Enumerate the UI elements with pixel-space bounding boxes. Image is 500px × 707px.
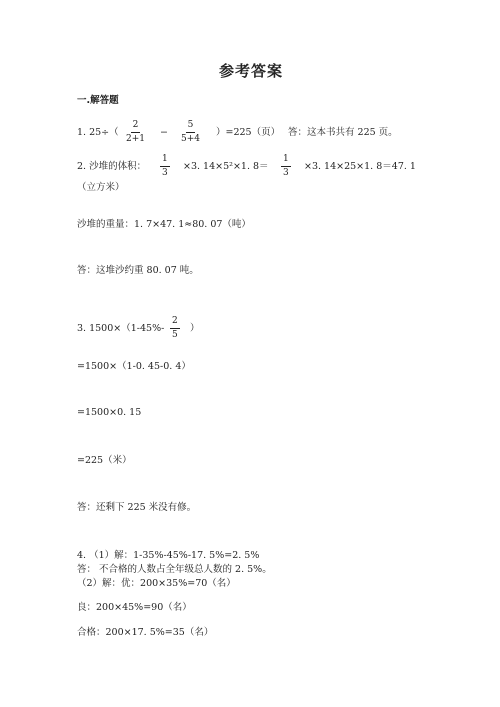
q2-mid: ×3. 14×5²×1. 8＝ (183, 161, 269, 172)
q2-frac2-numerator: 1 (281, 155, 291, 167)
q1-prefix: 1. 25÷（ (77, 127, 119, 138)
q1-fraction-2 (181, 121, 200, 144)
q4-line-2: 答： 不合格的人数占全年级总人数的 2. 5%。 (77, 564, 272, 575)
q2-prefix: 2. 沙堆的体积： (77, 161, 147, 172)
q2-end: ×3. 14×25×1. 8＝47. 1 (304, 161, 416, 172)
q3-step-1: =1500×（1-0. 45-0. 4） (77, 361, 191, 372)
q3-suffix: ） (190, 323, 200, 334)
q2-frac2-denominator: 3 (283, 168, 289, 178)
q1-frac1-denominator: 2+1 (126, 134, 145, 144)
q3-step-3: =225（米） (77, 455, 132, 466)
page-title: 参考答案 (219, 62, 284, 80)
q2-fraction-2 (281, 155, 291, 178)
q3-frac-numerator: 2 (170, 317, 180, 329)
q4-line-5: 合格：200×17. 5%=35（名） (77, 627, 214, 638)
q2-weight: 沙堆的重量：1. 7×47. 1≈80. 07（吨） (77, 219, 251, 230)
q2-unit: （立方米） (77, 182, 125, 193)
q4-line-3: （2）解：优：200×35%=70（名） (77, 578, 236, 589)
q1-frac1-numerator: 2 (131, 121, 141, 133)
q2-frac1-denominator: 3 (162, 168, 168, 178)
q1-minus: − (160, 127, 168, 138)
q3-answer: 答：还剩下 225 米没有修。 (77, 502, 197, 513)
q1-frac2-denominator: 5+4 (181, 134, 200, 144)
q1-fraction-1 (126, 121, 145, 144)
q3-frac-denominator: 5 (172, 330, 178, 340)
q4-line-4: 良：200×45%=90（名） (77, 602, 192, 613)
q1-frac2-numerator: 5 (186, 121, 196, 133)
q4-line-1: 4. （1）解：1-35%-45%-17. 5%=2. 5% (77, 550, 260, 561)
section-heading: 一.解答题 (77, 95, 119, 106)
q2-answer: 答：这堆沙约重 80. 07 吨。 (77, 265, 199, 276)
q1-answer: 答：这本书共有 225 页。 (288, 127, 398, 138)
q3-prefix: 3. 1500×（1-45%- (77, 323, 165, 334)
q2-fraction-1 (160, 155, 170, 178)
q3-fraction (170, 317, 180, 340)
q2-frac1-numerator: 1 (160, 155, 170, 167)
q3-step-2: =1500×0. 15 (77, 407, 142, 418)
q1-suffix: ）=225（页） (216, 127, 281, 138)
